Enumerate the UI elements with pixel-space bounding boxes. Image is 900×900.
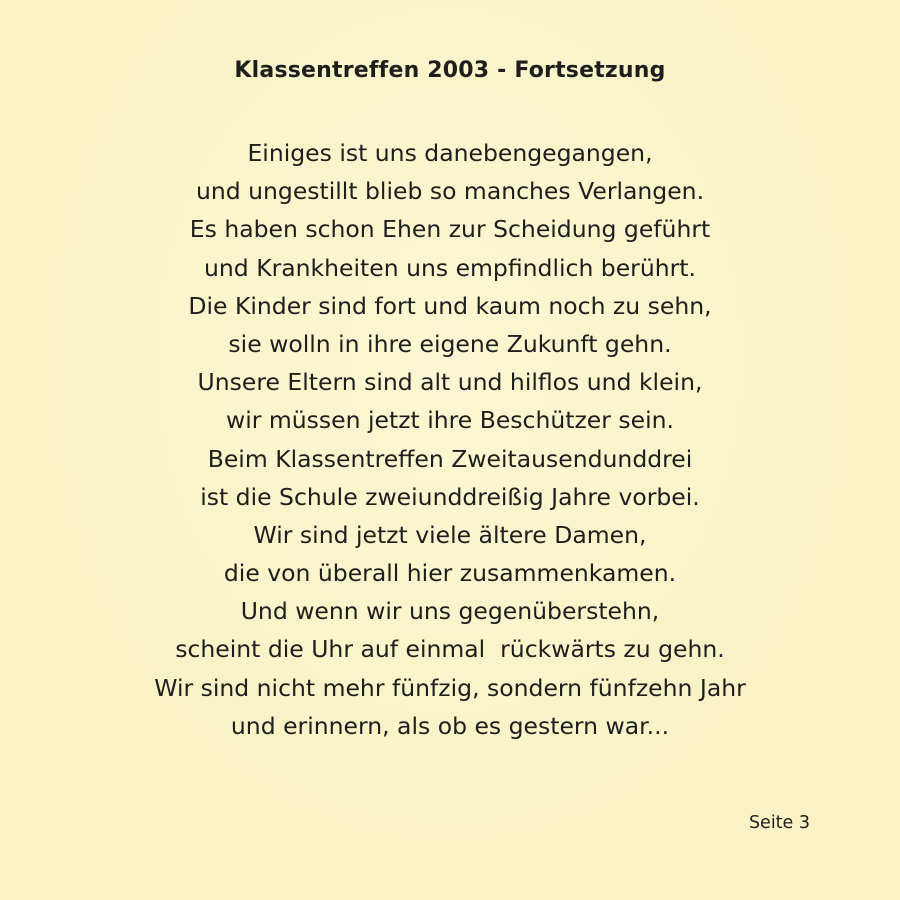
poem-line: ist die Schule zweiunddreißig Jahre vorbei. <box>200 482 700 511</box>
poem-line: Beim Klassentreffen Zweitausendunddrei <box>207 444 693 473</box>
poem-line: Einiges ist uns danebengegangen, <box>247 139 653 167</box>
poem-line: Die Kinder sind fort und kaum noch zu sehn, <box>188 291 712 320</box>
poem-line: sie wolln in ihre eigene Zukunft gehn. <box>228 329 672 358</box>
poem-line: scheint die Uhr auf einmal rückwärts zu gehn. <box>175 635 725 664</box>
poem-line: Unsere Eltern sind alt und hilflos und klein, <box>197 368 703 397</box>
poem-line: und erinnern, als ob es gestern war... <box>230 711 670 740</box>
poem-line: wir müssen jetzt ihre Beschützer sein. <box>226 406 674 435</box>
poem-line: Es haben schon Ehen zur Scheidung geführt <box>189 215 711 244</box>
poem-line: Wir sind nicht mehr fünfzig, sondern fünfzehn Jahr <box>154 673 746 702</box>
poem-line: und ungestillt blieb so manches Verlangen. <box>195 177 705 206</box>
poem-line: die von überall hier zusammenkamen. <box>223 559 677 588</box>
page-number: Seite 3 <box>748 813 810 833</box>
poem-line: Wir sind jetzt viele ältere Damen, <box>253 520 647 549</box>
poem-line: Und wenn wir uns gegenüberstehn, <box>240 597 660 626</box>
poem <box>0 134 900 745</box>
page-title: Klassentreffen 2003 - Fortsetzung <box>234 58 666 83</box>
poem-line: und Krankheiten uns empfindlich berührt. <box>204 253 696 282</box>
